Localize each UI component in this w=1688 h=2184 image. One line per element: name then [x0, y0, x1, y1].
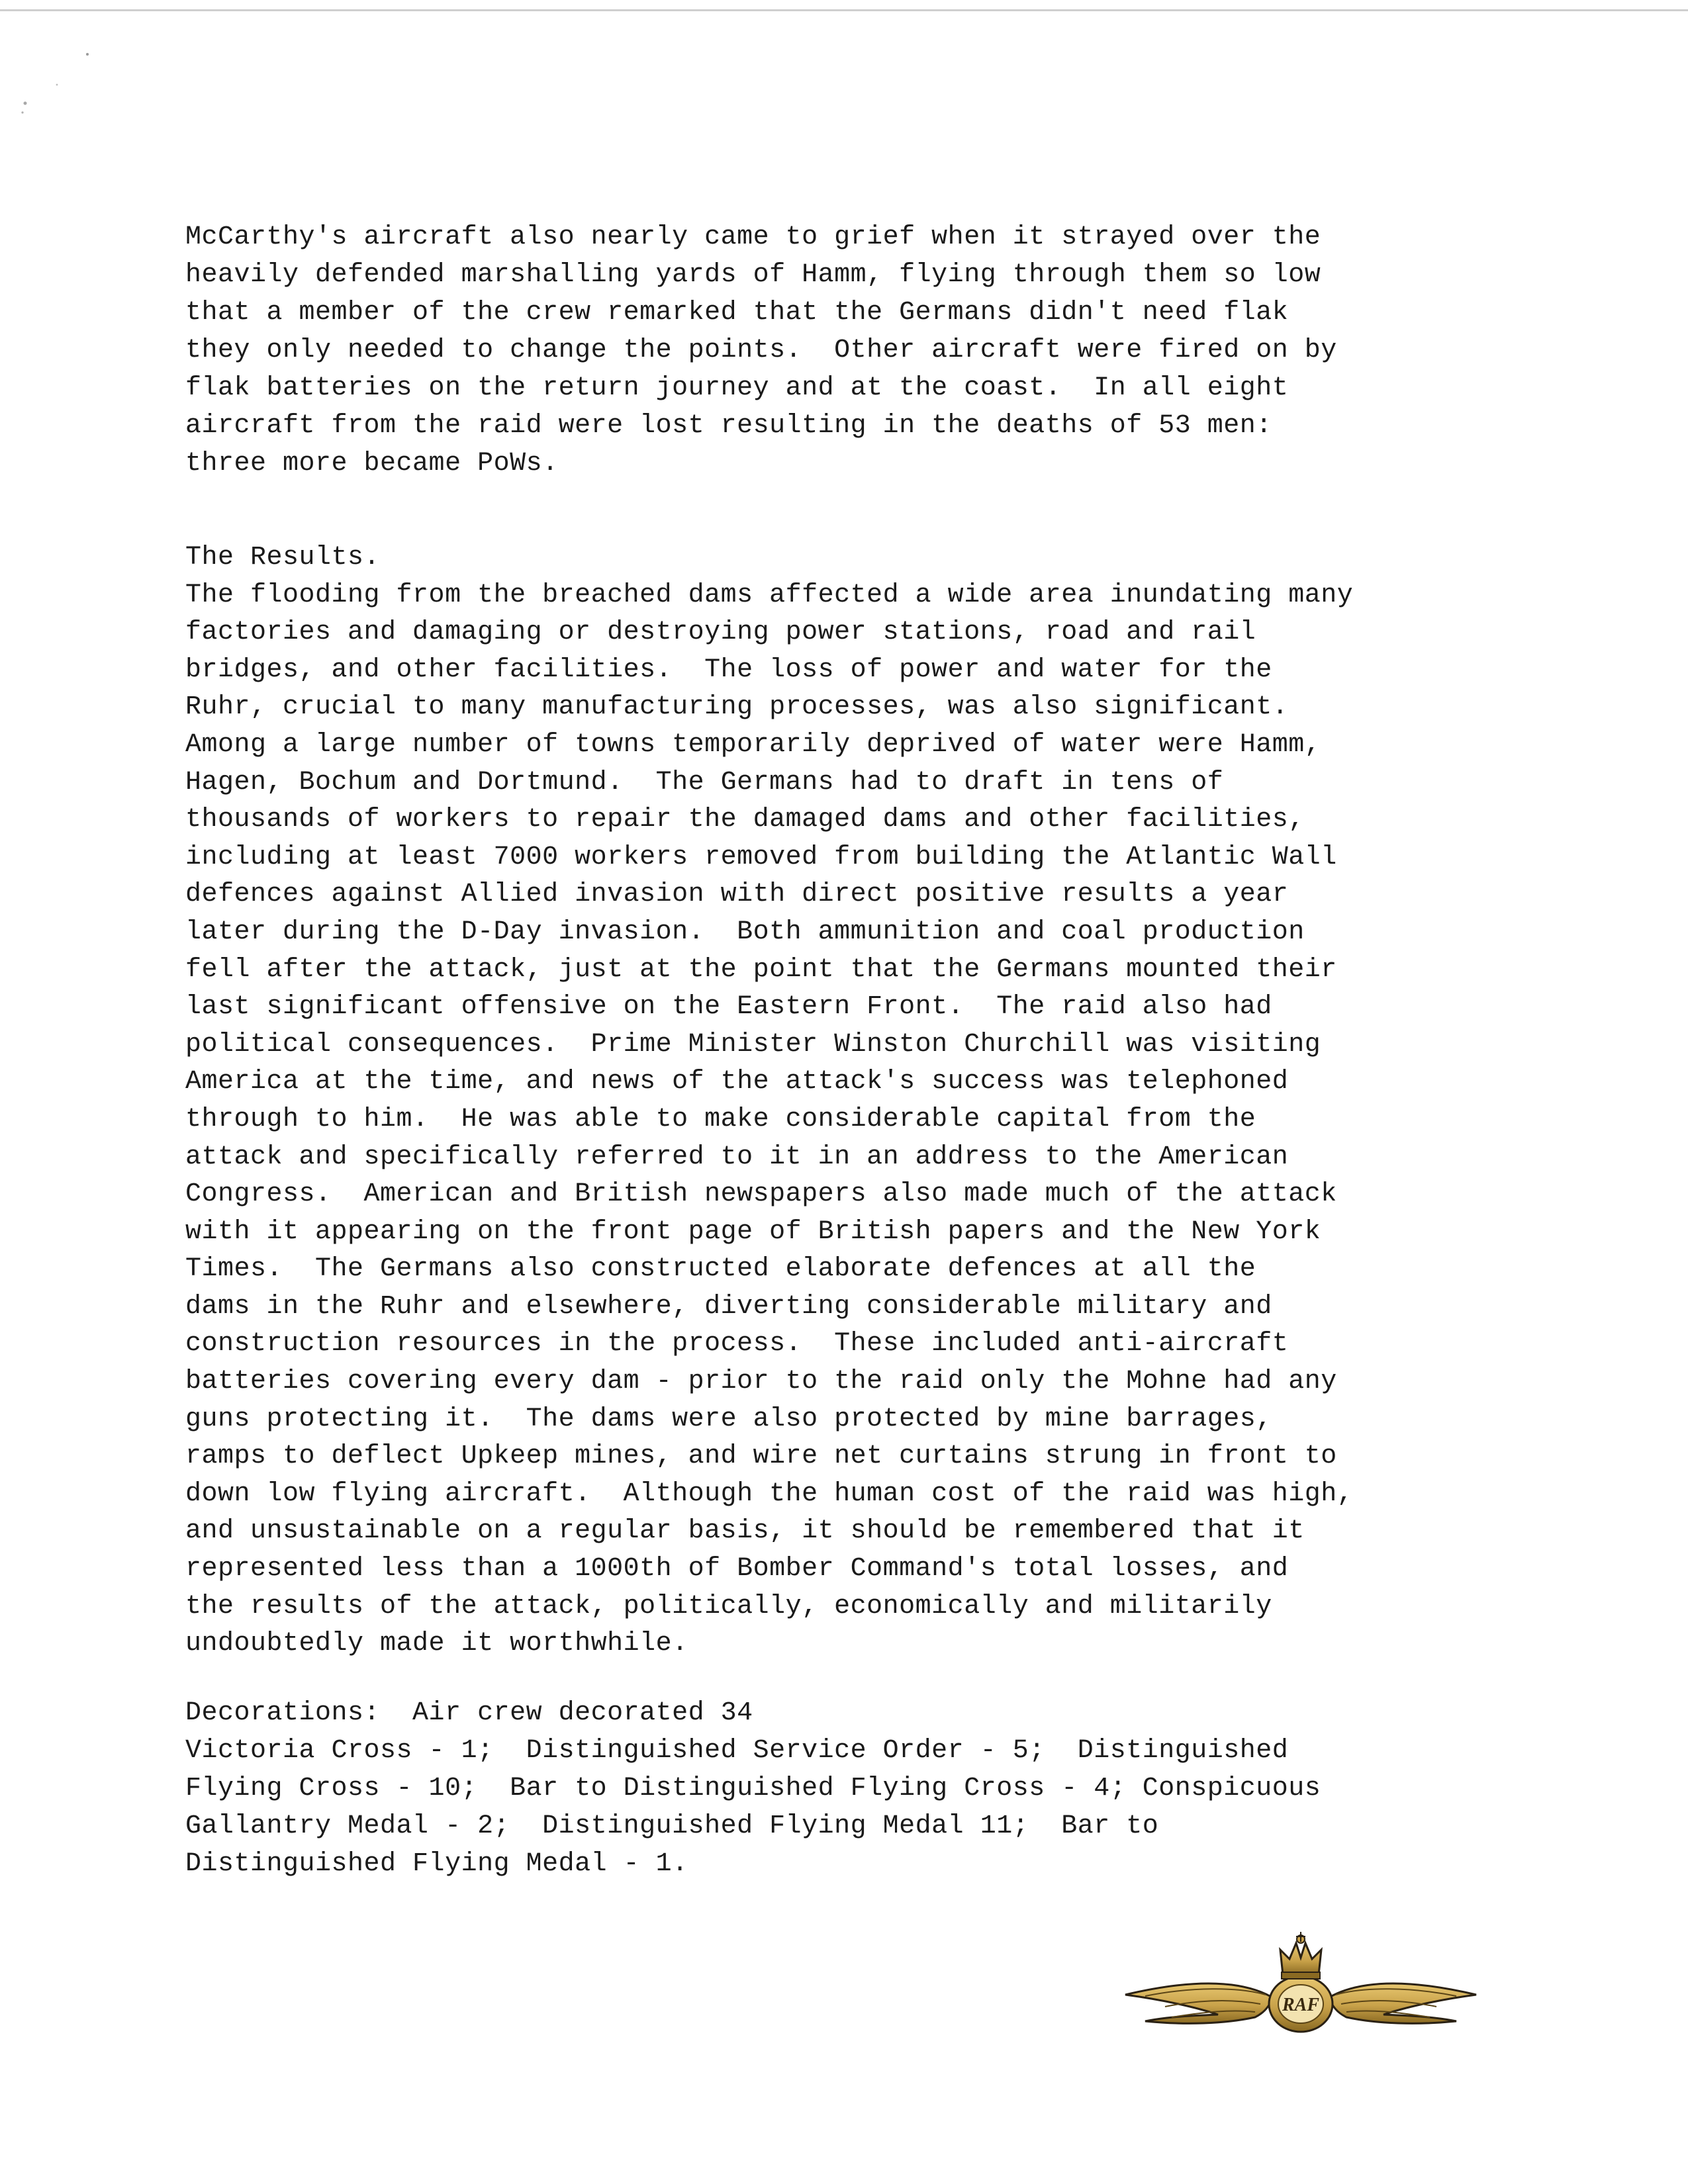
results-line: fell after the attack, just at the point that the Germans mounted their [185, 954, 1337, 985]
paragraph-line: flak batteries on the return journey and at the coast. In all eight [185, 373, 1289, 403]
results-line: political consequences. Prime Minister Winston Churchill was visiting [185, 1029, 1321, 1060]
results-line: batteries covering every dam - prior to the raid only the Mohne had any [185, 1367, 1337, 1397]
results-line: Among a large number of towns temporarily deprived of water were Hamm, [185, 729, 1321, 760]
results-line: including at least 7000 workers removed from building the Atlantic Wall [185, 842, 1337, 872]
results-line: construction resources in the process. These included anti-aircraft [185, 1329, 1289, 1359]
results-line: undoubtedly made it worthwhile. [185, 1629, 688, 1659]
results-line: with it appearing on the front page of British papers and the New York [185, 1216, 1321, 1247]
raf-monogram: RAF [1282, 1995, 1320, 2015]
results-line: represented less than a 1000th of Bomber Command's total losses, and [185, 1554, 1289, 1584]
paragraph-line: heavily defended marshalling yards of Hamm, flying through them so low [185, 260, 1321, 290]
decorations-line: Gallantry Medal - 2; Distinguished Flying Medal 11; Bar to [185, 1811, 1159, 1841]
results-line: thousands of workers to repair the damaged dams and other facilities, [185, 805, 1305, 835]
results-line: the results of the attack, politically, economically and militarily [185, 1591, 1272, 1621]
results-line: defences against Allied invasion with direct positive results a year [185, 880, 1289, 910]
decorations-line: Victoria Cross - 1; Distinguished Service Order - 5; Distinguished [185, 1736, 1289, 1766]
right-wing [1329, 1983, 1476, 2023]
crown-icon [1280, 1932, 1321, 1979]
results-line: bridges, and other facilities. The loss of power and water for the [185, 655, 1272, 685]
results-line: Times. The Germans also constructed elaborate defences at all the [185, 1254, 1256, 1285]
left-wing [1125, 1983, 1272, 2023]
results-line: Congress. American and British newspapers also made much of the attack [185, 1179, 1337, 1210]
paragraph-line: aircraft from the raid were lost resulting in the deaths of 53 men: [185, 411, 1272, 441]
paragraph-line: three more became PoWs. [185, 449, 559, 478]
paragraph-line: that a member of the crew remarked that the Germans didn't need flak [185, 298, 1289, 328]
opening-paragraph [185, 218, 1509, 482]
results-line: later during the D-Day invasion. Both ammunition and coal production [185, 917, 1305, 947]
decorations-section [185, 1694, 1509, 1883]
results-line: last significant offensive on the Eastern Front. The raid also had [185, 992, 1272, 1023]
results-line: factories and damaging or destroying power stations, road and rail [185, 617, 1256, 648]
results-line: Ruhr, crucial to many manufacturing processes, was also significant. [185, 692, 1289, 723]
results-line: and unsustainable on a regular basis, it should be remembered that it [185, 1516, 1305, 1547]
paragraph-line: McCarthy's aircraft also nearly came to grief when it strayed over the [185, 222, 1321, 252]
results-line: through to him. He was able to make considerable capital from the [185, 1104, 1256, 1134]
results-line: ramps to deflect Upkeep mines, and wire net curtains strung in front to [185, 1441, 1337, 1472]
scan-edge-rule [0, 9, 1688, 11]
results-section [185, 539, 1509, 1663]
raf-wings-icon [1119, 1926, 1483, 2038]
scan-specks-icon [13, 46, 119, 139]
results-line: America at the time, and news of the attack's success was telephoned [185, 1067, 1289, 1097]
results-line: down low flying aircraft. Although the human cost of the raid was high, [185, 1479, 1354, 1509]
paragraph-line: they only needed to change the points. Other aircraft were fired on by [185, 336, 1337, 365]
results-line: Hagen, Bochum and Dortmund. The Germans had to draft in tens of [185, 767, 1224, 797]
wreath [1269, 1976, 1333, 2032]
decorations-line: Flying Cross - 10; Bar to Distinguished Flying Cross - 4; Conspicuous [185, 1774, 1321, 1803]
decorations-line: Distinguished Flying Medal - 1. [185, 1849, 688, 1879]
results-line: dams in the Ruhr and elsewhere, diverting considerable military and [185, 1291, 1272, 1322]
results-line: guns protecting it. The dams were also protected by mine barrages, [185, 1404, 1272, 1434]
results-line: attack and specifically referred to it in an address to the American [185, 1142, 1289, 1172]
section-heading: The Results. [185, 543, 381, 572]
decorations-line: Decorations: Air crew decorated 34 [185, 1698, 753, 1728]
results-line: The flooding from the breached dams affected a wide area inundating many [185, 580, 1354, 610]
